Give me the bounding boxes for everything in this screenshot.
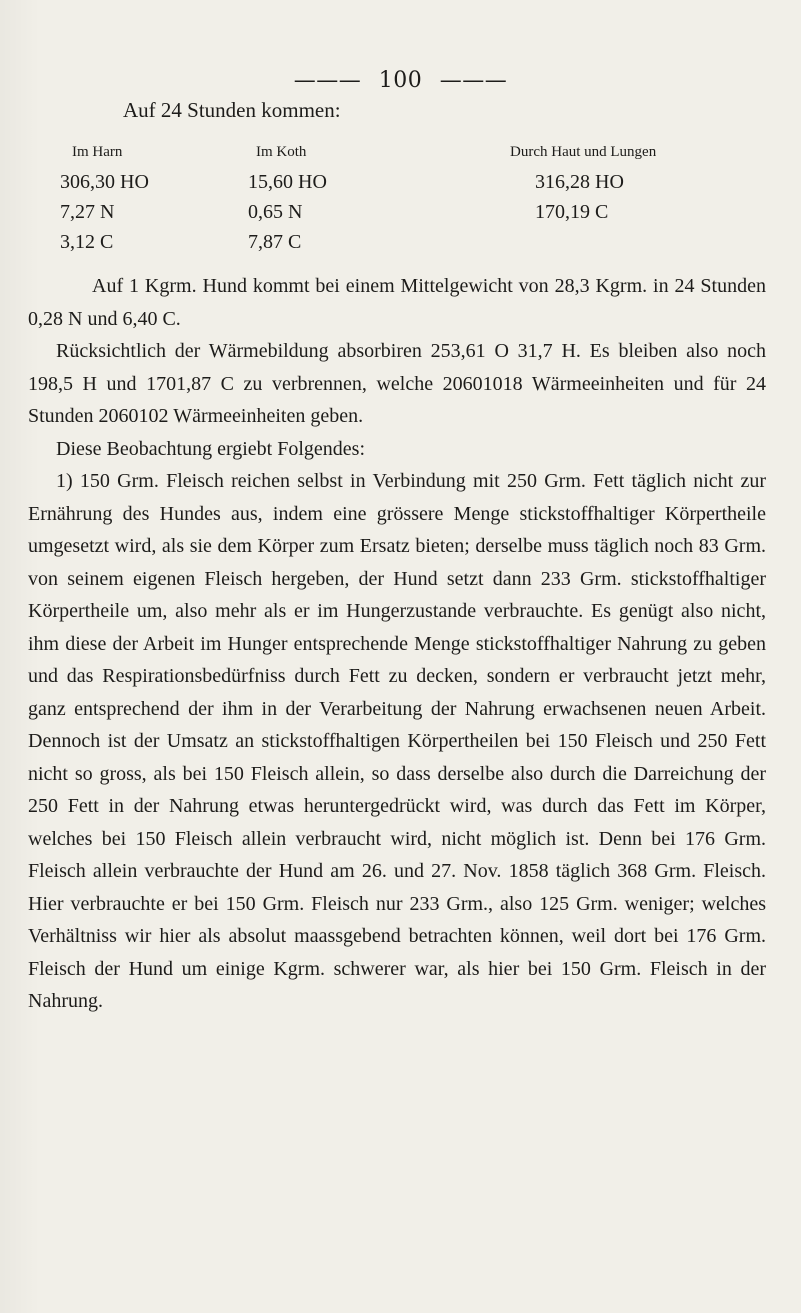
- column-haut-lungen: [510, 144, 656, 227]
- column-value: 306,30 HO: [60, 171, 149, 193]
- column-value: 3,12 C: [60, 231, 114, 253]
- page-number: 100: [378, 68, 423, 93]
- column-value: 0,65 N: [248, 201, 303, 223]
- column-value: 15,60 HO: [248, 171, 327, 193]
- intro-line: Auf 24 Stunden kommen:: [123, 98, 341, 122]
- column-harn: [60, 144, 149, 257]
- column-value: 170,19 C: [535, 201, 609, 223]
- column-value: 7,87 C: [248, 231, 302, 253]
- header-rule-left: ———: [293, 68, 362, 93]
- paragraph: Diese Beobachtung ergiebt Folgendes:: [56, 437, 366, 460]
- column-header: Durch Haut und Lungen: [510, 144, 657, 160]
- column-header: Im Koth: [256, 144, 307, 160]
- column-koth: [248, 144, 327, 257]
- page-header: [0, 68, 801, 93]
- column-value: 316,28 HO: [535, 171, 624, 193]
- column-header: Im Harn: [72, 144, 123, 160]
- header-rule-right: ———: [439, 68, 508, 93]
- paragraph: Rücksichtlich der Wärmebildung absorbiren 253,61 O 31,7 H. Es bleiben also noch 198,5 H und 1701,87 C zu verbrennen, welche 20601018 Wärmeeinheiten und für 24 Stunden 2060102 Wärmeeinheiten geben.: [28, 340, 766, 427]
- body-text: [28, 270, 766, 1018]
- paragraph: 1) 150 Grm. Fleisch reichen selbst in Verbindung mit 250 Grm. Fett täglich nicht zur Ernährung des Hundes aus, indem eine grössere Menge stickstoffhaltiger Körpertheile umgesetzt wird, als sie dem Körper zum Ersatz bieten; derselbe muss täglich noch 83 Grm. von seinem eigenen Fleisch hergeben, der Hund setzt dann 233 Grm. stickstoffhaltiger Körpertheile um, also mehr als er im Hungerzustande verbrauchte. Es genügt also nicht, ihm diese der Arbeit im Hunger entsprechende Menge stickstoffhaltiger Nahrung zu geben und das Respirationsbedürfniss durch Fett zu decken, sondern er verbraucht jetzt mehr, ganz entsprechend der ihm in der Verarbeitung der Nahrung erwachsenen neuen Arbeit. Dennoch ist der Umsatz an stickstoffhaltigen Körpertheilen bei 150 Fleisch und 250 Fett nicht so gross, als bei 150 Fleisch allein, so dass derselbe also durch die Darreichung der 250 Fett in der Nahrung etwas heruntergedrückt wird, was durch das Fett im Körper, welches bei 150 Fleisch allein verbraucht wird, nicht möglich ist. Denn bei 176 Grm. Fleisch allein verbrauchte der Hund am 26. und 27. Nov. 1858 täglich 368 Grm. Fleisch. Hier verbrauchte er bei 150 Grm. Fleisch nur 233 Grm., also 125 Grm. weniger; welches Verhältniss wir hier als absolut maassgebend betrachten können, weil dort bei 176 Grm. Fleisch der Hund um einige Kgrm. schwerer war, als hier bei 150 Grm. Fleisch in der Nahrung.: [28, 470, 766, 1012]
- column-value: 7,27 N: [60, 201, 115, 223]
- paragraph: Auf 1 Kgrm. Hund kommt bei einem Mittelgewicht von 28,3 Kgrm. in 24 Stunden 0,28 N und 6,40 C.: [28, 275, 766, 330]
